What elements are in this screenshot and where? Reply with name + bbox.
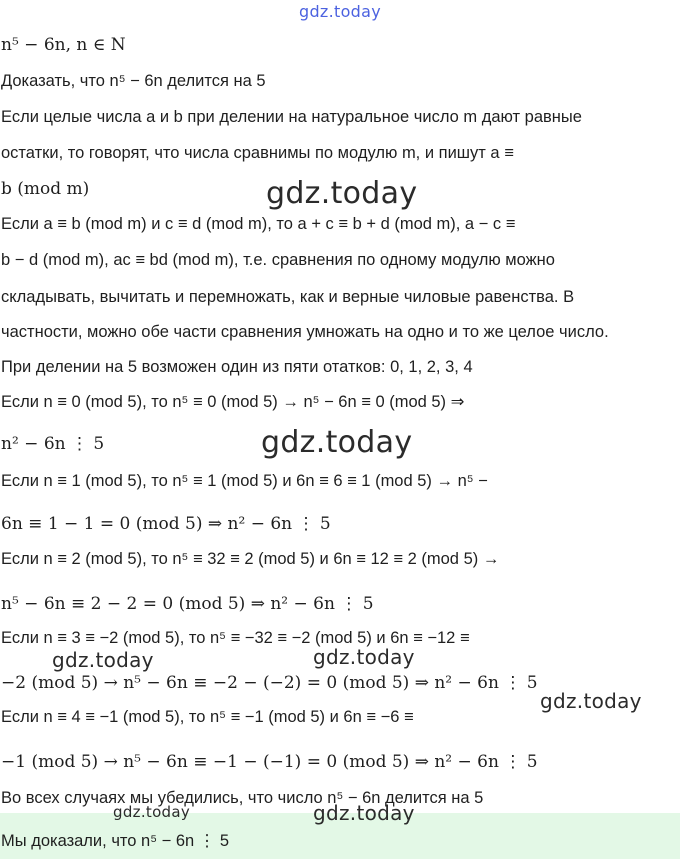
watermark-top: gdz.today xyxy=(299,2,381,21)
task-line: Доказать, что n⁵ − 6n делится на 5 xyxy=(1,72,266,90)
text-line: остатки, то говорят, что числа сравнимы по модулю m, и пишут a ≡ xyxy=(1,144,514,162)
case-line: n⁵ − 6n ≡ 2 − 2 = 0 (mod 5) ⇒ n² − 6n ⋮ 5 xyxy=(1,594,374,614)
text-line: При делении на 5 возможен один из пяти отатков: 0, 1, 2, 3, 4 xyxy=(1,358,473,376)
case-line: n² − 6n ⋮ 5 xyxy=(1,434,105,454)
case-line: −1 (mod 5) → n⁵ − 6n ≡ −1 − (−1) = 0 (mod 5) ⇒ n² − 6n ⋮ 5 xyxy=(1,752,538,772)
case-line: Если n ≡ 1 (mod 5), то n⁵ ≡ 1 (mod 5) и 6n ≡ 6 ≡ 1 (mod 5) → n⁵ − xyxy=(1,472,488,490)
case-line: Если n ≡ 2 (mod 5), то n⁵ ≡ 32 ≡ 2 (mod 5) и 6n ≡ 12 ≡ 2 (mod 5) → xyxy=(1,550,500,568)
case-line: Если n ≡ 4 ≡ −1 (mod 5), то n⁵ ≡ −1 (mod 5) и 6n ≡ −6 ≡ xyxy=(1,708,414,726)
summary-line: Во всех случаях мы убедились, что число n⁵ − 6n делится на 5 xyxy=(1,789,484,807)
watermark: gdz.today xyxy=(261,425,413,460)
watermark: gdz.today xyxy=(540,689,642,713)
text-line: b − d (mod m), ac ≡ bd (mod m), т.е. сравнения по одному модулю можно xyxy=(1,251,555,269)
watermark: gdz.today xyxy=(266,176,418,211)
problem-statement: n⁵ − 6n, n ∈ N xyxy=(1,35,126,55)
case-line: −2 (mod 5) → n⁵ − 6n ≡ −2 − (−2) = 0 (mod 5) ⇒ n² − 6n ⋮ 5 xyxy=(1,673,538,693)
text-line: b (mod m) xyxy=(1,179,90,199)
watermark: gdz.today xyxy=(113,803,191,821)
text-line: складывать, вычитать и перемножать, как и верные чиловые равенства. В xyxy=(1,288,575,306)
case-line: Если n ≡ 3 ≡ −2 (mod 5), то n⁵ ≡ −32 ≡ −2 (mod 5) и 6n ≡ −12 ≡ xyxy=(1,629,470,647)
conclusion-line: Мы доказали, что n⁵ − 6n ⋮ 5 xyxy=(1,832,230,850)
watermark: gdz.today xyxy=(313,801,415,825)
text-line: Если a ≡ b (mod m) и c ≡ d (mod m), то a + c ≡ b + d (mod m), a − c ≡ xyxy=(1,215,516,233)
text-line: Если целые числа a и b при делении на натуральное число m дают равные xyxy=(1,108,582,126)
text-line: частности, можно обе части сравнения умножать на одно и то же целое число. xyxy=(1,323,609,341)
case-line: 6n ≡ 1 − 1 = 0 (mod 5) ⇒ n² − 6n ⋮ 5 xyxy=(1,514,331,534)
watermark: gdz.today xyxy=(313,645,415,669)
case-line: Если n ≡ 0 (mod 5), то n⁵ ≡ 0 (mod 5) → n⁵ − 6n ≡ 0 (mod 5) ⇒ xyxy=(1,393,465,411)
watermark: gdz.today xyxy=(52,648,154,672)
